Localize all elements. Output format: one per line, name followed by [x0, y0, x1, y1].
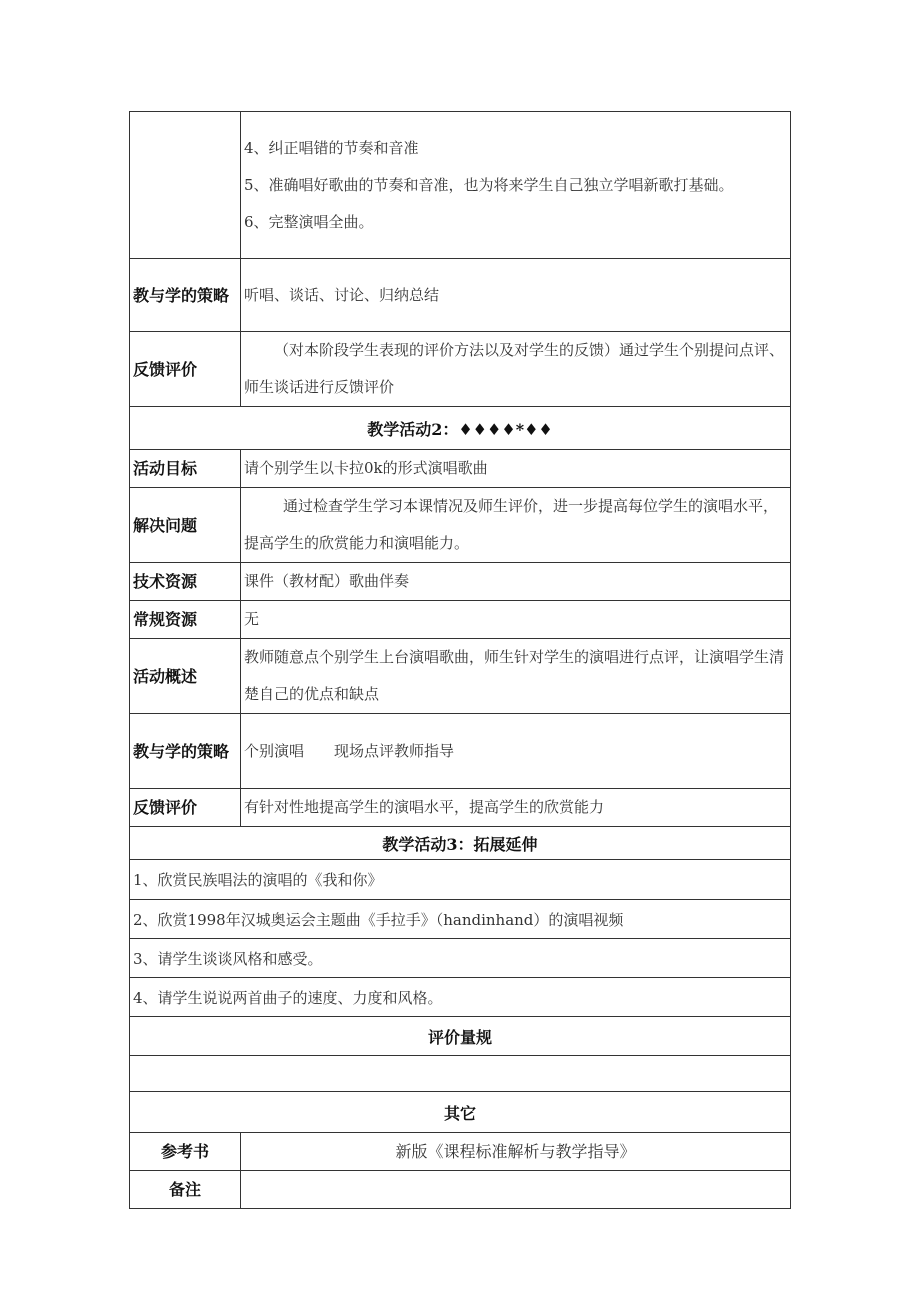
activity2-strategy-value: 个别演唱 现场点评教师指导 [241, 714, 791, 789]
activity2-feedback-row [130, 789, 791, 827]
activity2-overview-row [130, 639, 791, 714]
activity2-overview-label: 活动概述 [130, 639, 241, 714]
rubric-content [130, 1056, 791, 1092]
feedback-label: 反馈评价 [130, 332, 241, 407]
activity2-strategy-label: 教与学的策略 [130, 714, 241, 789]
other-header-row [130, 1092, 791, 1133]
goals-cell [241, 112, 791, 259]
strategy-value: 听唱、谈话、讨论、归纳总结 [241, 259, 791, 332]
activity3-item-row [130, 860, 791, 900]
goal-item: 6、完整演唱全曲。 [244, 212, 374, 231]
activity2-tech-value: 课件（教材配）歌曲伴奏 [241, 563, 791, 601]
goal-item: 4、纠正唱错的节奏和音准 [244, 138, 419, 157]
feedback-value: （对本阶段学生表现的评价方法以及对学生的反馈）通过学生个别提问点评、师生谈话进行反馈评价 [241, 332, 791, 407]
reference-row [130, 1133, 791, 1171]
activity2-regular-label: 常规资源 [130, 601, 241, 639]
activity2-header-row [130, 407, 791, 450]
note-value [241, 1171, 791, 1209]
activity3-item: 2、欣赏1998年汉城奥运会主题曲《手拉手》（handinhand）的演唱视频 [130, 900, 791, 939]
activity3-header-row [130, 827, 791, 860]
rubric-header-row [130, 1017, 791, 1056]
activity2-problem-row [130, 488, 791, 563]
goals-label-cell [130, 112, 241, 259]
activity2-goal-label: 活动目标 [130, 450, 241, 488]
activity3-item-row [130, 939, 791, 978]
activity2-problem-label: 解决问题 [130, 488, 241, 563]
activity2-regular-value: 无 [241, 601, 791, 639]
other-title: 其它 [130, 1092, 791, 1133]
reference-label: 参考书 [130, 1133, 241, 1171]
activity3-item-row [130, 978, 791, 1017]
lesson-plan-table [129, 111, 791, 1209]
activity2-feedback-label: 反馈评价 [130, 789, 241, 827]
activity2-goal-row [130, 450, 791, 488]
strategy-row [130, 259, 791, 332]
activity2-goal-value: 请个别学生以卡拉0k的形式演唱歌曲 [241, 450, 791, 488]
activity2-overview-value: 教师随意点个别学生上台演唱歌曲，师生针对学生的演唱进行点评，让演唱学生清楚自己的优点和缺点 [241, 639, 791, 714]
goal-item: 5、准确唱好歌曲的节奏和音准，也为将来学生自己独立学唱新歌打基础。 [244, 175, 734, 194]
activity2-tech-row [130, 563, 791, 601]
goals-row [130, 112, 791, 259]
activity3-item-row [130, 900, 791, 939]
activity3-item: 4、请学生说说两首曲子的速度、力度和风格。 [130, 978, 791, 1017]
rubric-title: 评价量规 [130, 1017, 791, 1056]
note-row [130, 1171, 791, 1209]
reference-value: 新版《课程标准解析与教学指导》 [241, 1133, 791, 1171]
activity2-strategy-row [130, 714, 791, 789]
activity2-problem-value: 通过检查学生学习本课情况及师生评价，进一步提高每位学生的演唱水平，提高学生的欣赏能力和演唱能力。 [241, 488, 791, 563]
activity3-item: 3、请学生谈谈风格和感受。 [130, 939, 791, 978]
activity3-item: 1、欣赏民族唱法的演唱的《我和你》 [130, 860, 791, 900]
activity2-title: 教学活动2：♦♦♦♦*♦♦ [130, 407, 791, 450]
activity2-regular-row [130, 601, 791, 639]
activity3-title: 教学活动3：拓展延伸 [130, 827, 791, 860]
strategy-label: 教与学的策略 [130, 259, 241, 332]
rubric-content-row [130, 1056, 791, 1092]
feedback-row [130, 332, 791, 407]
activity2-tech-label: 技术资源 [130, 563, 241, 601]
activity2-feedback-value: 有针对性地提高学生的演唱水平，提高学生的欣赏能力 [241, 789, 791, 827]
note-label: 备注 [130, 1171, 241, 1209]
